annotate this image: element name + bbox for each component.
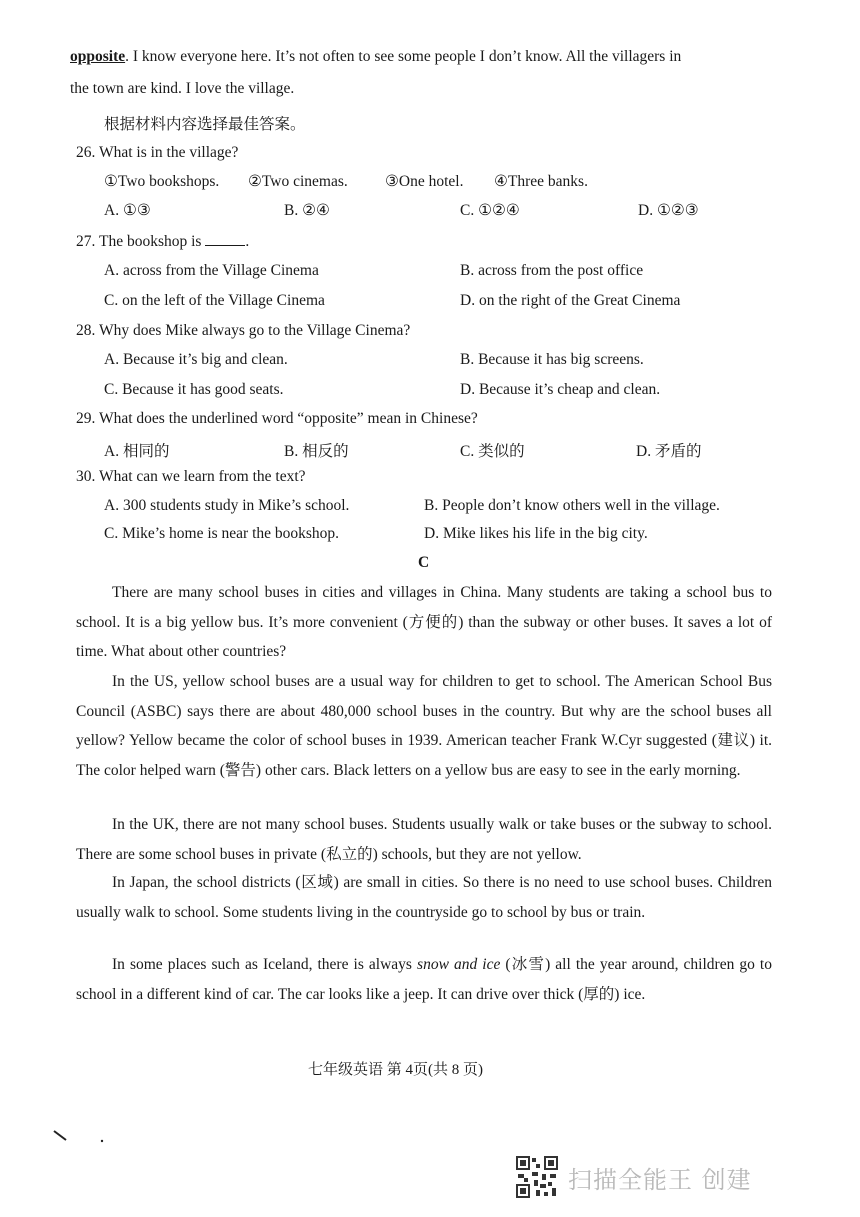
q30-option-a: A. 300 students study in Mike’s school. — [104, 497, 350, 514]
q28-stem: 28. Why does Mike always go to the Village Cinema? — [76, 322, 411, 339]
passage-b-ending-line2: the town are kind. I love the village. — [70, 80, 295, 97]
passage-c-paragraph-4: In Japan, the school districts (区域) are small in cities. So there is no need to use school buses. Children usually walk to school. Some students living in the countryside go to school by bus or train. — [76, 874, 772, 921]
q29-option-c: C. 类似的 — [460, 443, 525, 460]
q26-option-c: C. ①②④ — [460, 202, 520, 219]
q30-option-d: D. Mike likes his life in the big city. — [424, 525, 648, 542]
q28-option-b: B. Because it has big screens. — [460, 351, 644, 368]
q27-stem: 27. The bookshop is . — [76, 233, 250, 250]
q29-option-a: A. 相同的 — [104, 443, 170, 460]
passage-c-paragraph-5: In some places such as Iceland, there is always snow and ice (冰雪) all the year around, children go to school in a different kind of car. The car looks like a jeep. It can drive over thick (厚的) ice. — [76, 956, 772, 1003]
q26-option-b: B. ②④ — [284, 202, 330, 219]
q29-stem: 29. What does the underlined word “opposite” mean in Chinese? — [76, 410, 478, 427]
section-c-heading: C — [418, 554, 430, 571]
passage-c-paragraph-2: In the US, yellow school buses are a usual way for children to get to school. The American School Bus Council (ASBC) says there are about 480,000 school buses in the country. But why are the school buses all yellow? Yellow became the color of school buses in 1939. American teacher Frank W.Cyr suggested (建议) it. The color helped warn (警告) other cars. Black letters on a yellow bus are easy to see in the early morning. — [76, 673, 772, 779]
underlined-word-opposite: opposite — [70, 48, 126, 65]
passage-c-paragraph-3: In the UK, there are not many school buses. Students usually walk or take buses or the subway to school. There are some school buses in private (私立的) schools, but they are not yellow. — [76, 816, 772, 863]
qr-code-icon — [516, 1156, 558, 1198]
scan-mark-icon — [52, 1128, 112, 1148]
scanner-watermark: 扫描全能王 创建 — [568, 1166, 752, 1194]
q30-option-c: C. Mike’s home is near the bookshop. — [104, 525, 340, 542]
q29-option-d: D. 矛盾的 — [636, 443, 702, 460]
q26-item: ③One hotel. — [385, 173, 464, 190]
instruction: 根据材料内容选择最佳答案。 — [104, 116, 306, 133]
q27-option-b: B. across from the post office — [460, 262, 644, 279]
q26-option-a: A. ①③ — [104, 202, 151, 219]
q26-item: ①Two bookshops. — [104, 173, 220, 190]
q28-option-a: A. Because it’s big and clean. — [104, 351, 288, 368]
q30-stem: 30. What can we learn from the text? — [76, 468, 306, 485]
q28-option-c: C. Because it has good seats. — [104, 381, 284, 398]
q26-stem: 26. What is in the village? — [76, 144, 239, 161]
q29-option-b: B. 相反的 — [284, 443, 349, 460]
answer-blank — [205, 233, 245, 246]
q27-option-d: D. on the right of the Great Cinema — [460, 292, 681, 309]
q30-option-b: B. People don’t know others well in the village. — [424, 497, 720, 514]
passage-b-ending-line1: opposite. I know everyone here. It’s not often to see some people I don’t know. All the villagers in — [70, 48, 682, 65]
q26-item: ④Three banks. — [494, 173, 588, 190]
q28-option-d: D. Because it’s cheap and clean. — [460, 381, 661, 398]
page-footer: 七年级英语 第 4页(共 8 页) — [308, 1062, 483, 1078]
q26-item: ②Two cinemas. — [248, 173, 348, 190]
q26-option-d: D. ①②③ — [638, 202, 699, 219]
q27-option-c: C. on the left of the Village Cinema — [104, 292, 325, 309]
emphasis-snow-and-ice: snow and ice — [417, 956, 501, 973]
q27-option-a: A. across from the Village Cinema — [104, 262, 319, 279]
passage-c-paragraph-1: There are many school buses in cities and villages in China. Many students are taking a school bus to school. It is a big yellow bus. It’s more convenient (方便的) than the subway or other buses. It saves a lot of time. What about other countries? — [76, 584, 772, 660]
